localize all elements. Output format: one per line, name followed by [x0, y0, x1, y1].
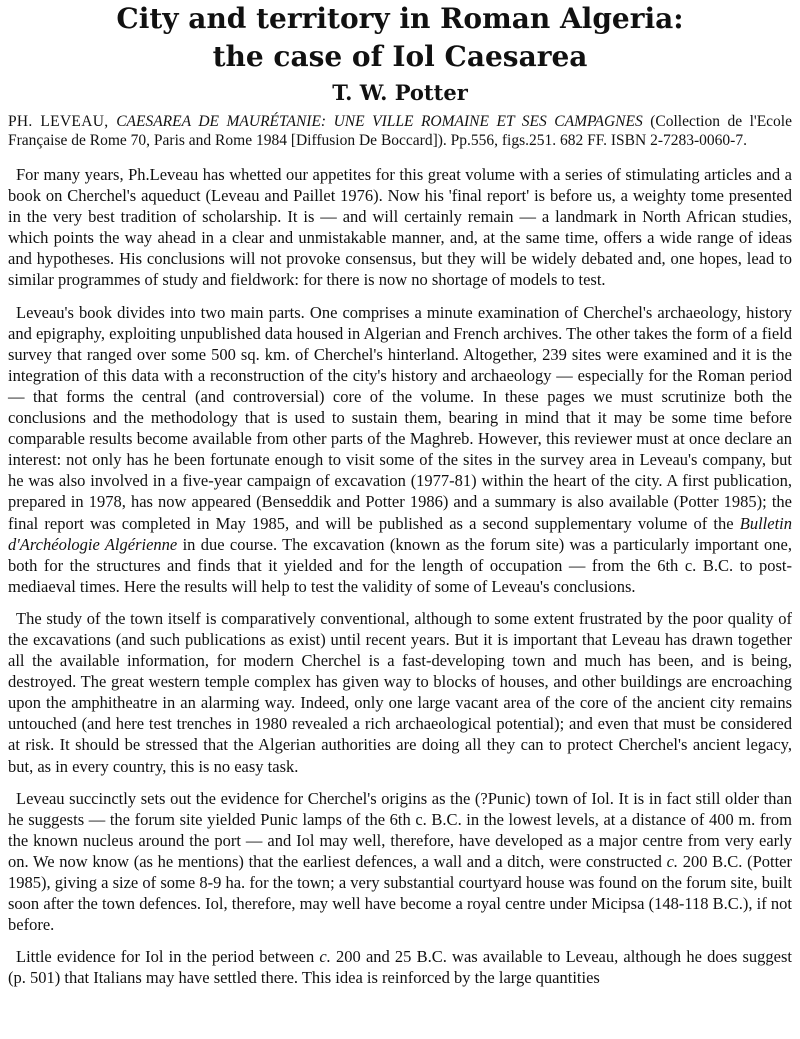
citation-author: PH. LEVEAU, — [8, 113, 117, 130]
paragraph-4-text-b: 200 B.C. (Potter 1985), giving a size of some 8-9 ha. for the town; a very substantial courtyard house was found on the forum site, built soon after the town defences. Iol, therefore, may well have become a royal centre under Micipsa (148-118 B.C.), if not before. — [8, 851, 792, 935]
paragraph-5-text-a: Little evidence for Iol in the period between — [16, 947, 320, 967]
paragraph-4 — [8, 788, 792, 936]
article-author: T. W. Potter — [332, 80, 468, 105]
paragraph-5 — [8, 946, 792, 988]
paragraph-2-text-a: Leveau's book divides into two main parts. One comprises a minute examination of Cherchel's archaeology, history and epigraphy, exploiting unpublished data housed in Algerian and French archives. The other takes the form of a field survey that ranged over some 500 sq. km. of Cherchel's hinterland. Altogether, 239 sites were examined and it is the integration of this data with a reconstruction of the city's history and archaeology — especially for the Roman period — that forms the central (and controversial) core of the volume. In these pages we must scrutinize both the conclusions and the methodology that is used to sustain them, bearing in mind that it may be some time before comparable results become available from other parts of the Maghreb. However, this reviewer must at once declare an interest: not only has he been fortunate enough to visit some of the sites in the survey area in Leveau's company, but he was also involved in a five-year campaign of excavation (1977-81) within the heart of the city. A first publication, prepared in 1978, has now appeared (Benseddik and Potter 1986) and a summary is also available (Potter 1985); the final report was completed in May 1985, and will be published as a second supplementary volume of the — [8, 302, 792, 533]
article-title — [8, 0, 792, 76]
book-citation — [8, 112, 792, 150]
paragraph-2-journal-title: Bulletin d'Archéologie Algérienne — [8, 513, 792, 554]
paragraph-4-circa: c. — [666, 851, 679, 871]
paragraph-1: For many years, Ph.Leveau has whetted our appetites for this great volume with a series of stimulating articles and a book on Cherchel's aqueduct (Leveau and Paillet 1976). Now his 'final report' is before us, a weighty tome presented in the very best tradition of scholarship. It is — and will certainly remain — a landmark in North African studies, which points the way ahead in a clear and unmistakable manner, and, at the same time, offers a wide range of ideas and hypotheses. His conclusions will not provoke consensus, but they will be widely debated and, one hopes, lead to similar programmes of study and fieldwork: for there is now no shortage of models to test. — [8, 165, 792, 290]
title-line-2: the case of Iol Caesarea — [212, 40, 588, 73]
citation-details: (Collection de l'Ecole Française de Rome 70, Paris and Rome 1984 [Diffusion De Boccard]). Pp.556, figs.251. 682 FF. ISBN 2-7283-0060-7. — [8, 113, 792, 149]
paragraph-3: The study of the town itself is comparatively conventional, although to some extent frustrated by the poor quality of the excavations (and such publications as exist) until recent years. But it is important that Leveau has drawn together all the available information, for modern Cherchel is a fast-developing town and much has been, and is being, destroyed. The great western temple complex has given way to blocks of houses, and other buildings are encroaching upon the amphitheatre in an alarming way. Indeed, only one large vacant area of the core of the ancient city remains untouched (and here test trenches in 1980 revealed a rich archaeological potential); and even that must be considered at risk. It should be stressed that the Algerian authorities are doing all they can to protect Cherchel's ancient legacy, but, as in every country, this is no easy task. — [8, 608, 792, 776]
paragraph-4-text-a: Leveau succinctly sets out the evidence for Cherchel's origins as the (?Punic) town of Iol. It is in fact still older than he suggests — the forum site yielded Punic lamps of the 6th c. B.C. in the lowest levels, at a distance of 400 m. from the known nucleus around the port — and Iol may well, therefore, have developed as a major centre from very early on. We now know (as he mentions) that the earliest defences, a wall and a ditch, were constructed — [8, 788, 792, 871]
paragraph-5-text-b: 200 and 25 B.C. was available to Leveau, although he does suggest (p. 501) that Italians may have settled there. This idea is reinforced by the large quantities — [8, 947, 792, 988]
paragraph-5-circa: c. — [319, 947, 331, 967]
paragraph-2 — [8, 302, 792, 597]
citation-book-title: CAESAREA DE MAURÉTANIE: UNE VILLE ROMAINE ET SES CAMPAGNES — [116, 113, 643, 130]
paragraph-2-text-b: in due course. The excavation (known as the forum site) was a particularly important one, both for the structures and finds that it yielded and for the length of occupation — from the 6th c. B.C. to post-mediaeval times. Here the results will help to test the validity of some of Leveau's conclusions. — [8, 534, 792, 596]
title-line-1: City and territory in Roman Algeria: — [116, 2, 684, 35]
